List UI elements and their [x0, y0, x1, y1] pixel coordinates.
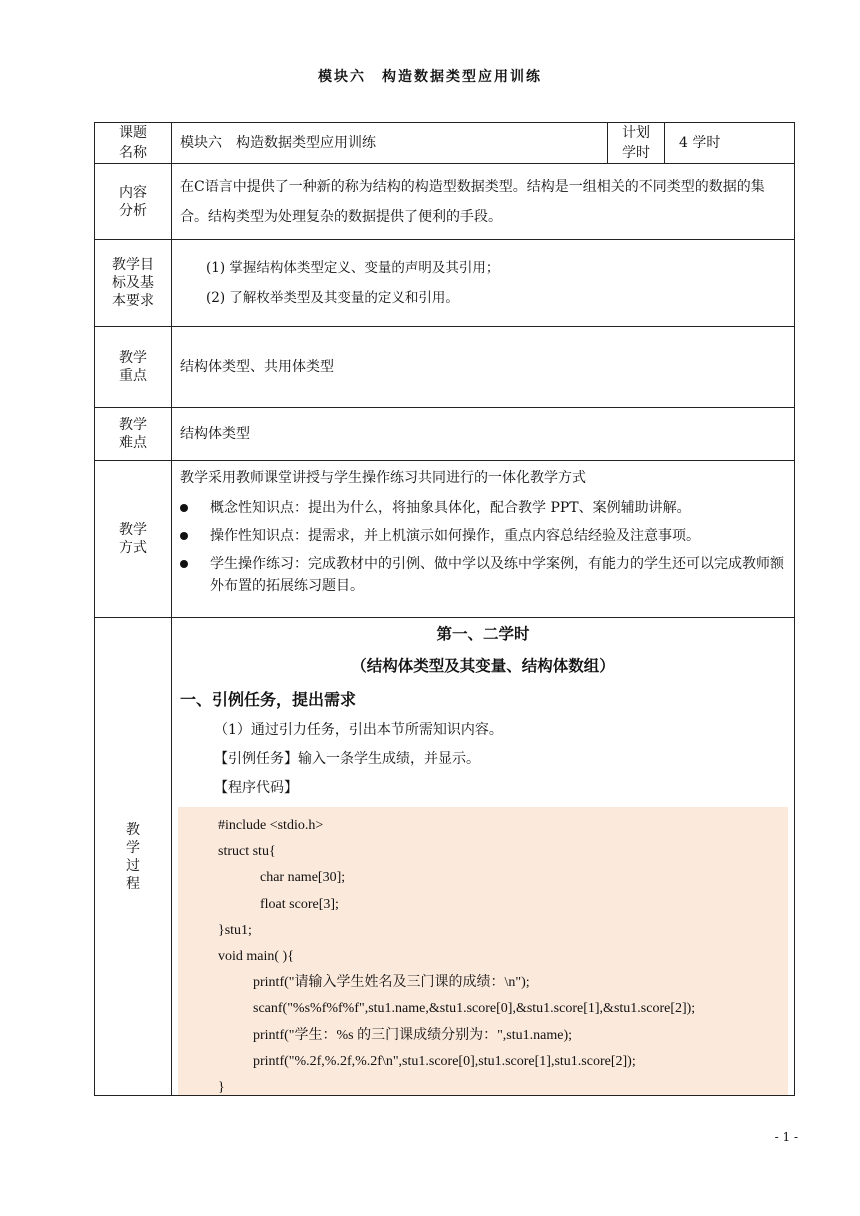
row-teaching-process [95, 618, 795, 1096]
lesson-hours-heading: 第一、二学时 [436, 625, 530, 643]
bullet-icon [180, 560, 188, 568]
key-value: 结构体类型、共用体类型 [180, 359, 334, 375]
key-value-cell [172, 327, 795, 408]
topic-value: 模块六 构造数据类型应用训练 [180, 135, 376, 151]
process-label-char: 程 [126, 875, 140, 892]
key-label-text: 教学 重点 [119, 350, 147, 384]
section-heading: 一、引例任务，提出需求 [180, 690, 357, 709]
difficulty-label [95, 408, 172, 461]
lesson-plan-table [94, 122, 795, 1096]
plan-value-cell [665, 123, 795, 164]
method-cell [172, 461, 795, 618]
code-line: printf("学生：%s 的三门课成绩分别为：",stu1.name); [218, 1027, 573, 1043]
process-label-char: 学 [126, 839, 140, 856]
method-bullet-text: 操作性知识点：提需求，并上机演示如何操作，重点内容总结经验及注意事项。 [210, 528, 700, 544]
method-label-text: 教学 方式 [119, 522, 147, 556]
process-label [95, 618, 172, 1096]
plan-label [608, 123, 665, 164]
topic-label-text: 课题 名称 [119, 125, 147, 161]
paragraph: （1）通过引力任务，引出本节所需知识内容。 [214, 722, 503, 738]
code-line: scanf("%s%f%f%f",stu1.name,&stu1.score[0],&stu1.score[1],&stu1.score[2]); [218, 1001, 696, 1017]
content-label [95, 164, 172, 240]
goals-label [95, 240, 172, 327]
plan-label-text: 计划 学时 [622, 125, 650, 161]
row-difficulties [95, 408, 795, 461]
bullet-icon [180, 504, 188, 512]
difficulty-value: 结构体类型 [180, 426, 250, 442]
content-label-text: 内容 分析 [119, 184, 147, 219]
method-bullet [172, 495, 794, 519]
content-value-cell [172, 164, 795, 240]
method-bullet-text: 概念性知识点：提出为什么，将抽象具体化，配合教学 PPT、案例辅助讲解。 [210, 500, 691, 516]
difficulty-label-text: 教学 难点 [119, 417, 147, 451]
paragraph: 【引例任务】输入一条学生成绩，并显示。 [214, 751, 480, 767]
difficulty-value-cell [172, 408, 795, 461]
code-line: }stu1; [218, 922, 252, 938]
page-number: - 1 - [774, 1130, 798, 1144]
code-line: printf("%.2f,%.2f,%.2f\n",stu1.score[0],stu1.score[1],stu1.score[2]); [218, 1053, 636, 1069]
document-title: 模块六 构造数据类型应用训练 [318, 69, 542, 85]
row-teaching-method [95, 461, 795, 618]
plan-value: 4 学时 [679, 135, 721, 151]
content-value: 在C语言中提供了一种新的称为结构的构造型数据类型。结构是一组相关的不同类型的数据的集合。结构类型为处理复杂的数据提供了便利的手段。 [180, 178, 765, 225]
lesson-topic-heading: （结构体类型及其变量、结构体数组） [351, 657, 615, 675]
code-line: } [218, 1080, 225, 1096]
topic-label [95, 123, 172, 164]
method-bullet [172, 551, 794, 597]
code-line: struct stu{ [218, 844, 276, 860]
row-topic [95, 123, 795, 164]
goals-label-text: 教学目 标及基 本要求 [112, 257, 154, 309]
row-key-points [95, 327, 795, 408]
process-label-char: 教 [126, 821, 140, 838]
code-line: float score[3]; [218, 896, 339, 912]
row-goals [95, 240, 795, 327]
method-label [95, 461, 172, 618]
goal-item: (1) 掌握结构体类型定义、变量的声明及其引用； [206, 260, 500, 276]
method-intro: 教学采用教师课堂讲授与学生操作练习共同进行的一体化教学方式 [180, 470, 586, 486]
paragraph: 【程序代码】 [214, 780, 298, 796]
bullet-icon [180, 532, 188, 540]
method-bullet-text: 学生操作练习：完成教材中的引例、做中学以及练中学案例，有能力的学生还可以完成教师额外布置的拓展练习题目。 [210, 556, 784, 594]
process-cell [172, 618, 795, 1096]
code-line: printf("请输入学生姓名及三门课的成绩：\n"); [218, 975, 530, 991]
code-line: char name[30]; [218, 870, 346, 886]
code-line: #include <stdio.h> [218, 818, 324, 833]
method-bullet [172, 523, 794, 547]
key-label [95, 327, 172, 408]
goal-item: (2) 了解枚举类型及其变量的定义和引用。 [206, 290, 459, 306]
process-label-char: 过 [126, 857, 140, 874]
code-line: void main( ){ [218, 949, 294, 965]
row-content-analysis [95, 164, 795, 240]
topic-value-cell [172, 123, 608, 164]
code-block [178, 807, 788, 1095]
goals-cell [172, 240, 795, 327]
